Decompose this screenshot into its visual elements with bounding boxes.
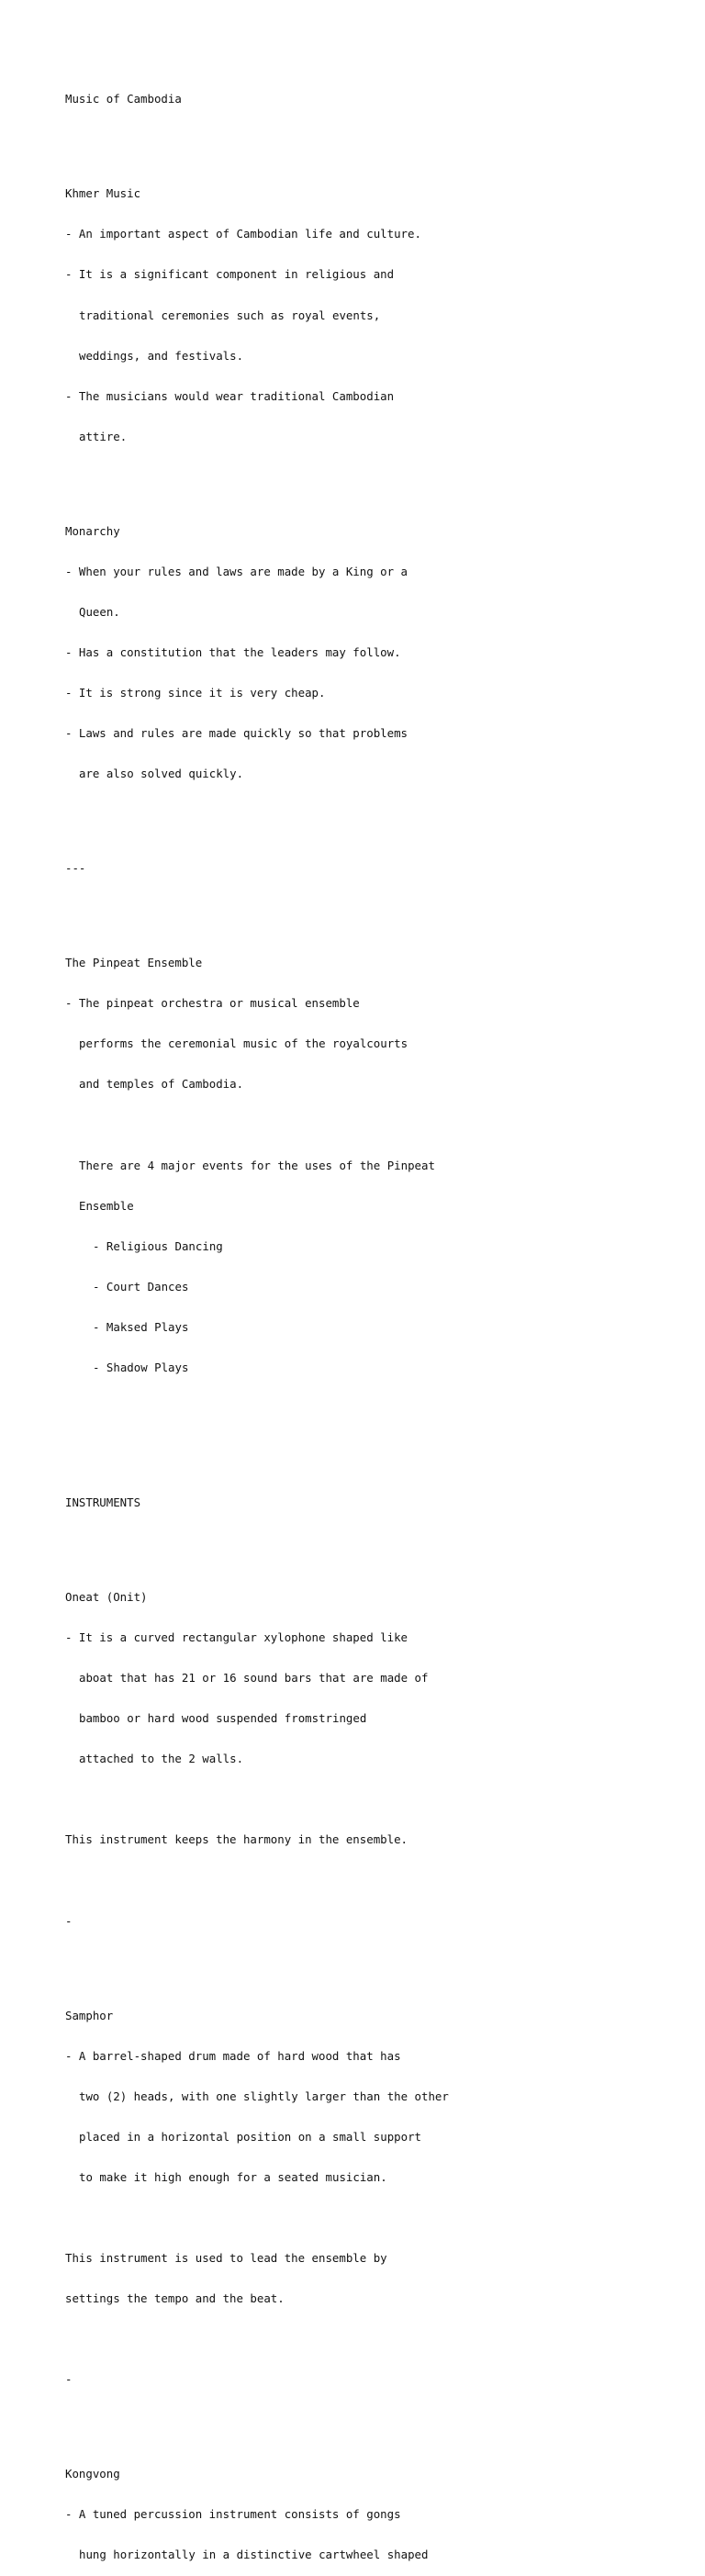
bullet-line: - A tuned percussion instrument consists of gongs bbox=[65, 2507, 401, 2522]
instrument-note: This instrument is used to lead the ensemble by bbox=[65, 2251, 387, 2266]
events-intro-line: There are 4 major events for the uses of the Pinpeat bbox=[79, 1158, 435, 1172]
bullet-line: - When your rules and laws are made by a King or a bbox=[65, 564, 408, 578]
bullet-line: - The musicians would wear traditional Cambodian bbox=[65, 388, 395, 403]
blank-line bbox=[65, 134, 689, 148]
blank-line bbox=[65, 1793, 689, 1807]
document-title: Music of Cambodia bbox=[65, 92, 182, 106]
bullet-line: - It is a curved rectangular xylophone shaped like bbox=[65, 1630, 408, 1644]
instrument-heading-samphor: Samphor bbox=[65, 2008, 114, 2022]
bullet-continuation: two (2) heads, with one slightly larger than the other bbox=[79, 2089, 449, 2103]
events-intro-line: Ensemble bbox=[79, 1198, 134, 1213]
bullet-continuation: and temples of Cambodia. bbox=[79, 1077, 244, 1092]
instrument-heading-kongvong: Kongvong bbox=[65, 2467, 120, 2481]
dash-separator: - bbox=[65, 2372, 73, 2387]
blank-line bbox=[65, 808, 689, 822]
section-heading-instruments: INSTRUMENTS bbox=[65, 1495, 141, 1510]
blank-line bbox=[65, 1402, 689, 1416]
instrument-heading-oneat: Oneat (Onit) bbox=[65, 1589, 148, 1604]
bullet-continuation: hung horizontally in a distinctive cartwheel shaped bbox=[79, 2548, 429, 2562]
section-heading-monarchy: Monarchy bbox=[65, 523, 120, 538]
blank-line bbox=[65, 2212, 689, 2225]
event-list-item: - Maksed Plays bbox=[93, 1319, 189, 1334]
document-page bbox=[65, 66, 689, 2576]
bullet-line: - It is a significant component in religious and bbox=[65, 267, 395, 282]
bullet-continuation: attire. bbox=[79, 429, 128, 443]
bullet-line: - Has a constitution that the leaders may follow. bbox=[65, 645, 401, 660]
blank-line bbox=[65, 1118, 689, 1132]
bullet-continuation: placed in a horizontal position on a small support bbox=[79, 2129, 421, 2144]
bullet-line: - The pinpeat orchestra or musical ensemble bbox=[65, 996, 360, 1011]
bullet-continuation: traditional ceremonies such as royal events, bbox=[79, 308, 381, 322]
bullet-continuation: weddings, and festivals. bbox=[79, 348, 244, 363]
blank-line bbox=[65, 2414, 689, 2427]
blank-line bbox=[65, 1875, 689, 1888]
blank-line bbox=[65, 902, 689, 916]
bullet-continuation: to make it high enough for a seated musician. bbox=[79, 2169, 387, 2184]
event-list-item: - Court Dances bbox=[93, 1279, 189, 1294]
event-list-item: - Shadow Plays bbox=[93, 1361, 189, 1375]
dash-separator: - bbox=[65, 1913, 73, 1928]
bullet-line: - It is strong since it is very cheap. bbox=[65, 686, 326, 700]
bullet-line: - A barrel-shaped drum made of hard wood that has bbox=[65, 2048, 401, 2063]
bullet-continuation: performs the ceremonial music of the royalcourts bbox=[79, 1036, 408, 1051]
bullet-continuation: aboat that has 21 or 16 sound bars that are made of bbox=[79, 1671, 429, 1686]
blank-line bbox=[65, 2333, 689, 2346]
bullet-continuation: bamboo or hard wood suspended fromstringed bbox=[79, 1711, 367, 1726]
instrument-note: settings the tempo and the beat. bbox=[65, 2291, 285, 2306]
bullet-line: - Laws and rules are made quickly so that problems bbox=[65, 726, 408, 741]
blank-line bbox=[65, 471, 689, 485]
bullet-continuation: Queen. bbox=[79, 604, 120, 619]
section-heading-khmer-music: Khmer Music bbox=[65, 186, 141, 201]
instrument-note: This instrument keeps the harmony in the ensemble. bbox=[65, 1832, 408, 1847]
section-heading-pinpeat-ensemble: The Pinpeat Ensemble bbox=[65, 956, 203, 970]
event-list-item: - Religious Dancing bbox=[93, 1238, 223, 1253]
section-separator: --- bbox=[65, 861, 86, 876]
blank-line bbox=[65, 1442, 689, 1456]
blank-line bbox=[65, 1537, 689, 1551]
bullet-continuation: are also solved quickly. bbox=[79, 767, 244, 781]
bullet-continuation: attached to the 2 walls. bbox=[79, 1752, 244, 1766]
bullet-line: - An important aspect of Cambodian life and culture. bbox=[65, 227, 421, 241]
blank-line bbox=[65, 1955, 689, 1969]
